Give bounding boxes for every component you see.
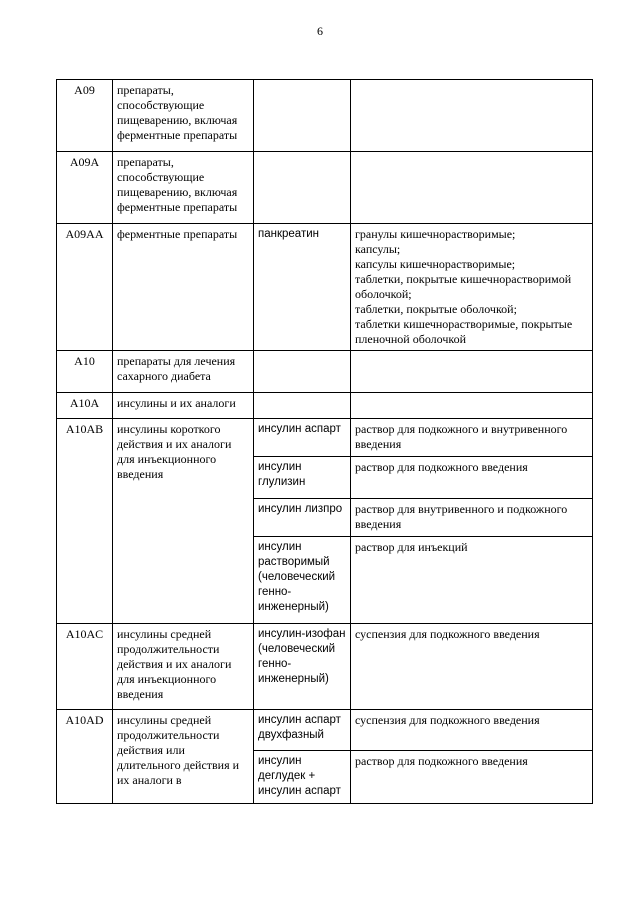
atc-code: A10A <box>57 393 113 419</box>
atc-group: препараты, способствующие пищеварению, включая ферментные препараты <box>113 80 254 152</box>
drug-name: инсулин глулизин <box>254 457 351 499</box>
atc-group: инсулины средней продолжительности действия или длительного действия и их аналоги в <box>113 710 254 804</box>
dosage-form: раствор для подкожного введения <box>351 457 593 499</box>
dosage-form: суспензия для подкожного введения <box>351 710 593 751</box>
drug-name <box>254 80 351 152</box>
drug-name <box>254 152 351 224</box>
table-row <box>57 710 593 751</box>
dosage-form <box>351 152 593 224</box>
dosage-form <box>351 351 593 393</box>
drug-name <box>254 393 351 419</box>
table-row <box>57 393 593 419</box>
dosage-form <box>351 80 593 152</box>
drug-name: инсулин аспарт <box>254 419 351 457</box>
atc-group: инсулины средней продолжительности действия и их аналоги для инъекционного введения <box>113 624 254 710</box>
drug-name: инсулин растворимый (человеческий генно- инженерный) <box>254 537 351 624</box>
atc-group: препараты, способствующие пищеварению, включая ферментные препараты <box>113 152 254 224</box>
atc-group: инсулины и их аналоги <box>113 393 254 419</box>
atc-code: A10AB <box>57 419 113 624</box>
atc-code: A09A <box>57 152 113 224</box>
drug-name: инсулин деглудек + инсулин аспарт <box>254 751 351 804</box>
atc-group: ферментные препараты <box>113 224 254 351</box>
drug-name: панкреатин <box>254 224 351 351</box>
atc-code: A09AA <box>57 224 113 351</box>
drug-name: инсулин-изофан (человеческий генно- инженерный) <box>254 624 351 710</box>
atc-group: инсулины короткого действия и их аналоги для инъекционного введения <box>113 419 254 624</box>
dosage-form: суспензия для подкожного введения <box>351 624 593 710</box>
dosage-form: раствор для внутривенного и подкожного введения <box>351 499 593 537</box>
table-row <box>57 351 593 393</box>
page-number: 6 <box>317 24 323 38</box>
atc-code: A10AD <box>57 710 113 804</box>
table-row <box>57 152 593 224</box>
table-row <box>57 80 593 152</box>
drug-name: инсулин аспарт двухфазный <box>254 710 351 751</box>
drug-table <box>56 79 593 804</box>
dosage-form <box>351 393 593 419</box>
dosage-form: раствор для подкожного и внутривенного введения <box>351 419 593 457</box>
dosage-form: раствор для инъекций <box>351 537 593 624</box>
atc-code: A10 <box>57 351 113 393</box>
atc-code: A10AC <box>57 624 113 710</box>
dosage-form: гранулы кишечнорастворимые; капсулы; капсулы кишечнорастворимые; таблетки, покрытые кишечнорастворимой оболочкой; таблетки, покрытые оболочкой; таблетки кишечнорастворимые, покрытые пленочной оболочкой <box>351 224 593 351</box>
drug-name: инсулин лизпро <box>254 499 351 537</box>
table-row <box>57 419 593 457</box>
atc-group: препараты для лечения сахарного диабета <box>113 351 254 393</box>
drug-name <box>254 351 351 393</box>
atc-code: A09 <box>57 80 113 152</box>
table-row <box>57 224 593 351</box>
dosage-form: раствор для подкожного введения <box>351 751 593 804</box>
table-row <box>57 624 593 710</box>
